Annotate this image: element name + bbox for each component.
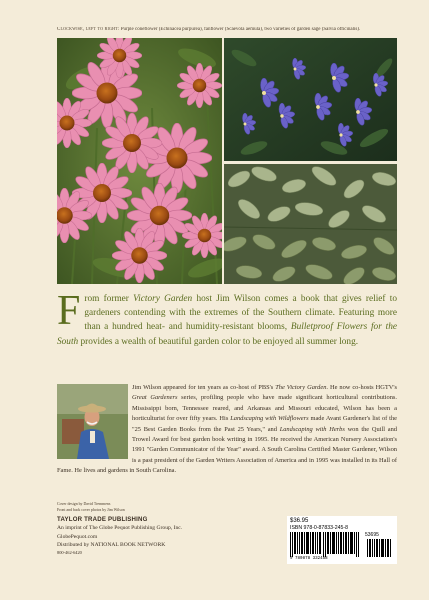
barcode-addon-bars — [367, 539, 393, 557]
publisher-name: TAYLOR TRADE PUBLISHING — [57, 516, 148, 523]
sage-photo — [224, 164, 397, 284]
photo-caption — [57, 27, 397, 33]
intro-text-1: rom former — [84, 294, 134, 304]
show-title: Victory Garden — [133, 294, 193, 304]
photo-credit: Front and back cover photos by Jim Wilson — [57, 507, 125, 512]
isbn: ISBN 978-0-87833-245-8 — [290, 525, 348, 531]
caption-text: Purple coneflower (Echinacea purpurea), fanflower (Scaevola aemula), two varieties of garden sage (Salvia officinalis). — [119, 27, 361, 32]
intro-paragraph — [57, 288, 398, 349]
book-title: Bulletproof Flowers for the South — [57, 322, 397, 347]
barcode-bars — [290, 532, 362, 557]
publisher-info — [57, 516, 257, 556]
author-bio: Jim Wilson appeared for ten years as co-host of PBS's The Victory Garden. He now co-hosts HGTV's Great Gardeners series, profiling people who have made significant horticultural contributions. Mississippi born, Tennessee reared, and Arkansas and Missouri educated, Wilson has been a horticulturist for over fifty years. His Landscaping with Wildflowers made Avant Gardener's list of the "25 Best Garden Books from the Past 25 Years," and Landscaping with Herbs won the Quill and Trowel Award for best garden book writing in 1995. He received the American Nursery Association's 1991 "Garden Communicator of the Year" award. A South Carolina Certified Master Gardener, Wilson is a past president of the Garden Writers Association of America and in 1995 was installed in its Hall of Fame. He lives and gardens in South Carolina. — [57, 384, 397, 475]
publisher-imprint: An imprint of The Globe Pequot Publishing Group, Inc. — [57, 525, 183, 532]
distributor: Distributed by NATIONAL BOOK NETWORK — [57, 541, 166, 548]
barcode-digits: 9 780878 332458 — [290, 557, 328, 561]
intro-text-3: provides a wealth of beautiful garden color to be enjoyed all summer long. — [78, 336, 359, 347]
intro-text-2: host Jim Wilson comes a book that gives relief to gardeners contending with the extremes of the Southern climate. Featuring more than a hundred heat- and humidity-resistant blooms, — [84, 294, 398, 333]
publisher-website: GlobePequot.com — [57, 533, 98, 540]
fanflower-photo — [224, 38, 397, 161]
phone: 800-462-6420 — [57, 550, 82, 556]
barcode-addon: 53695 — [365, 532, 379, 538]
barcode-box — [287, 516, 397, 564]
design-credit: Cover design by David Tremmens — [57, 502, 111, 506]
cover-credits — [57, 502, 125, 513]
caption-prefix: Clockwise, left to right: — [57, 27, 120, 32]
price: $36.95 — [290, 518, 309, 524]
coneflower-photo — [57, 38, 222, 284]
dropcap: F — [57, 288, 81, 334]
